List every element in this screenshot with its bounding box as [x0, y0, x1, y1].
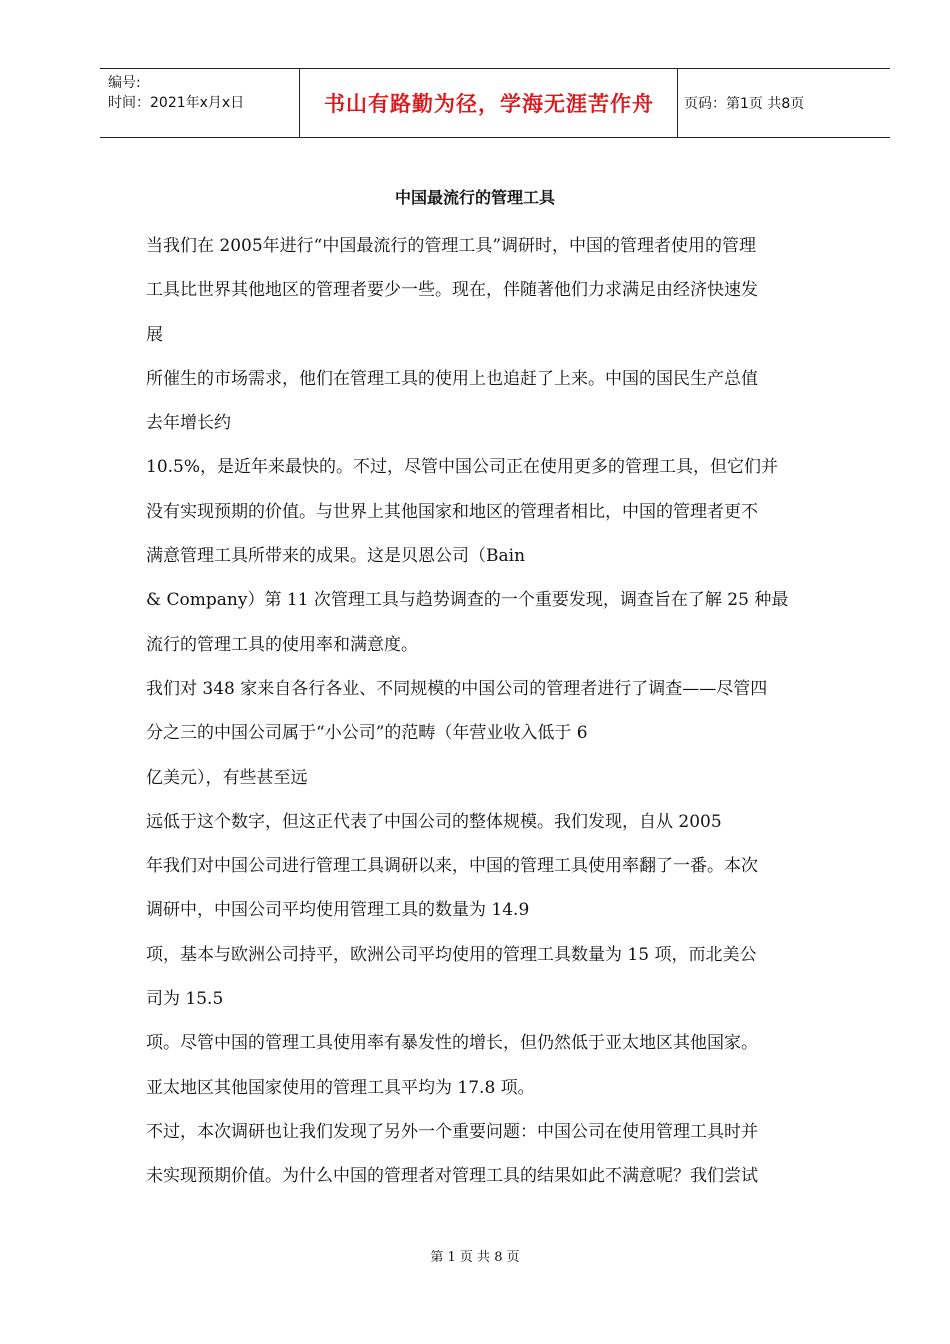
header-meta-cell [100, 69, 300, 137]
body-line: 所催生的市场需求，他们在管理工具的使用上也追赶了上来。中国的国民生产总值 [146, 368, 758, 389]
page-footer: 第 1 页 共 8 页 [430, 1250, 520, 1265]
body-line: 当我们在 2005年进行“中国最流行的管理工具”调研时，中国的管理者使用的管理 [146, 236, 757, 256]
page-info-cell [678, 69, 890, 137]
body-line: 年我们对中国公司进行管理工具调研以来，中国的管理工具使用率翻了一番。本次 [146, 856, 758, 877]
body-line: 流行的管理工具的使用率和满意度。 [146, 634, 418, 655]
body-line: 工具比世界其他地区的管理者要少一些。现在，伴随著他们力求满足由经济快速发 [146, 280, 758, 301]
body-line: & Company）第 11 次管理工具与趋势调查的一个重要发现，调查旨在了解 25 种最 [146, 590, 789, 611]
body-line: 分之三的中国公司属于“小公司”的范畴（年营业收入低于 6 [146, 723, 588, 744]
header-table [100, 68, 890, 138]
document-body [146, 228, 866, 1203]
body-line: 不过，本次调研也让我们发现了另外一个重要问题：中国公司在使用管理工具时并 [146, 1121, 758, 1142]
body-line: 去年增长约 [146, 413, 231, 434]
body-line: 项。尽管中国的管理工具使用率有暴发性的增长，但仍然低于亚太地区其他国家。 [146, 1033, 758, 1054]
page-info-text: 页码：第1页 共8页 [684, 96, 805, 112]
body-line: 我们对 348 家来自各行各业、不同规模的中国公司的管理者进行了调查——尽管四 [146, 678, 768, 699]
motto-cell [301, 69, 678, 137]
body-line: 10.5%，是近年来最快的。不过，尽管中国公司正在使用更多的管理工具，但它们并 [146, 457, 779, 478]
body-line: 司为 15.5 [146, 989, 224, 1010]
body-line: 未实现预期价值。为什么中国的管理者对管理工具的结果如此不满意呢？我们尝试 [146, 1166, 758, 1187]
body-line: 项，基本与欧洲公司持平，欧洲公司平均使用的管理工具数量为 15 项，而北美公 [146, 944, 757, 965]
body-line: 亿美元），有些甚至远 [146, 767, 308, 788]
number-label: 编号: [108, 75, 141, 91]
body-line: 没有实现预期的价值。与世界上其他国家和地区的管理者相比，中国的管理者更不 [146, 501, 758, 522]
time-label: 时间：2021年x月x日 [108, 95, 245, 111]
document-title: 中国最流行的管理工具 [394, 188, 555, 207]
body-line: 满意管理工具所带来的成果。这是贝恩公司（Bain [146, 546, 526, 567]
body-line: 展 [146, 324, 163, 345]
body-line: 远低于这个数字，但这正代表了中国公司的整体规模。我们发现，自从 2005 [146, 811, 722, 832]
motto-text: 书山有路勤为径，学海无涯苦作舟 [324, 92, 654, 116]
body-line: 亚太地区其他国家使用的管理工具平均为 17.8 项。 [146, 1077, 535, 1098]
body-line: 调研中，中国公司平均使用管理工具的数量为 14.9 [146, 900, 530, 921]
